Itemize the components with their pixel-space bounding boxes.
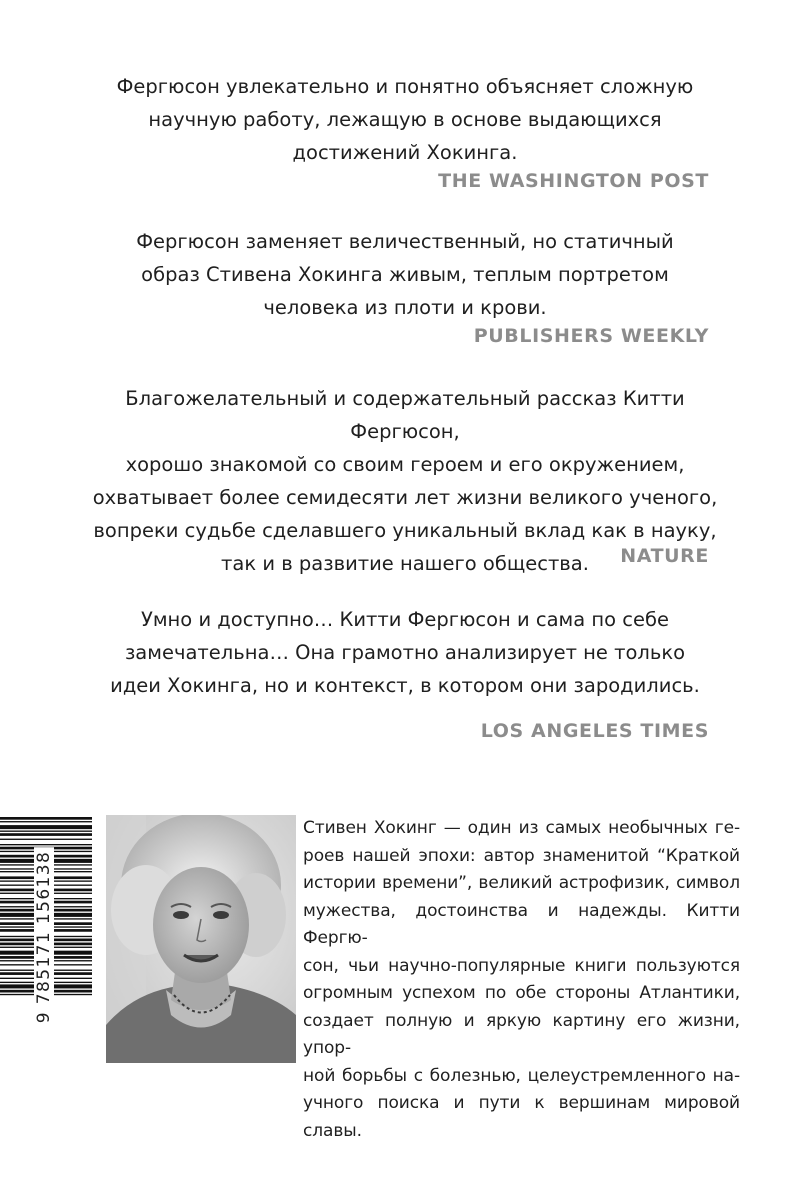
barcode-bar <box>0 839 92 840</box>
barcode-bar <box>0 825 92 829</box>
review-source-3: NATURE <box>620 545 709 567</box>
book-description: Стивен Хокинг — один из самых необычных ге- роев нашей эпохи: автор знаменитой “Краткой истории времени”, великий астрофизик, символ мужества, достоинства и надежды. Китти Фергю- сон, чьи научно-популярные книги пользуются огромным успехом по обе стороны Атлантики, создает полную и яркую картину его жизни, упор- ной борьбы с болезнью, целеустремленного на- учного поиска и пути к вершинам мировой славы. <box>303 818 740 1141</box>
review-quote-2: Фергюсон заменяет величественный, но статичный образ Стивена Хокинга живым, теплым портретом человека из плоти и крови. <box>136 230 674 319</box>
isbn-barcode <box>0 815 92 1063</box>
barcode-bar <box>0 817 92 820</box>
review-source-4: LOS ANGELES TIMES <box>480 720 709 742</box>
review-source-2: PUBLISHERS WEEKLY <box>473 325 709 347</box>
barcode-bar <box>0 831 92 832</box>
review-source-1: THE WASHINGTON POST <box>438 170 709 192</box>
review-quote-3: Благожелательный и содержательный рассказ Китти Фергюсон, хорошо знакомой со своим героем и его окружением, охватывает более семидесяти лет жизни великого ученого, вопреки судьбе сделавшего уникальный вклад как в науку, так и в развитие нашего общества. <box>92 387 718 575</box>
barcode-bar <box>0 844 92 845</box>
review-quote-1: Фергюсон увлекательно и понятно объясняет сложную научную работу, лежащую в основе выдающихся достижений Хокинга. <box>116 75 694 164</box>
review-quote-4: Умно и доступно… Китти Фергюсон и сама по себе замечательна… Она грамотно анализирует не только идеи Хокинга, но и контекст, в котором они зародились. <box>110 608 700 697</box>
isbn-digits: 9 785171 156138 <box>34 847 54 1027</box>
barcode-bar <box>0 833 92 836</box>
barcode-bar <box>0 821 92 822</box>
author-block <box>0 815 806 1141</box>
author-photo <box>106 815 296 1063</box>
